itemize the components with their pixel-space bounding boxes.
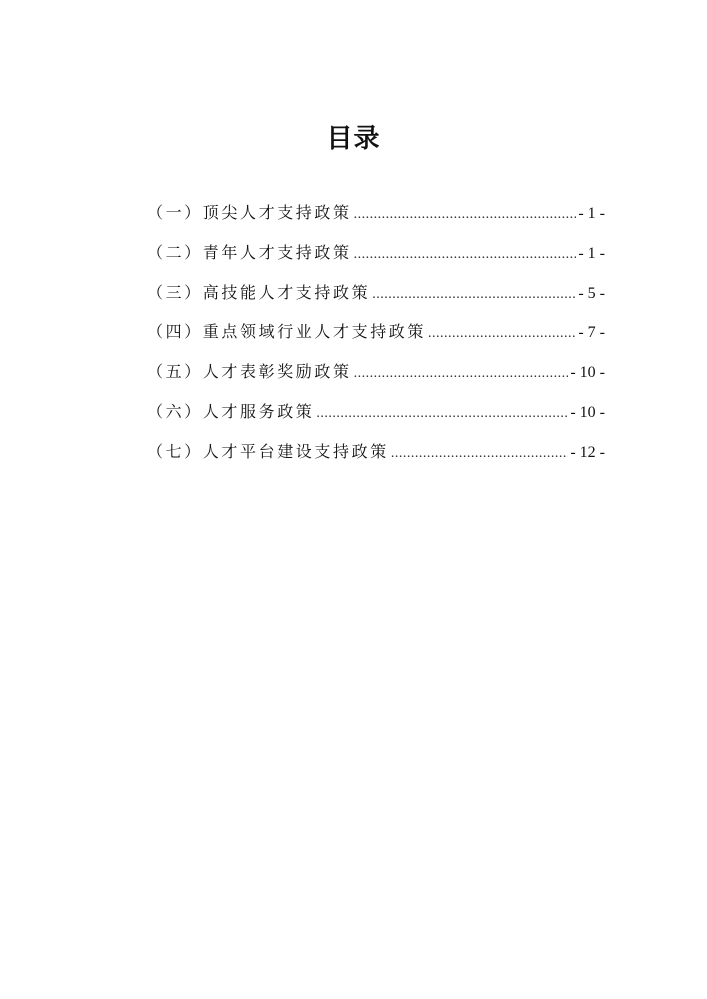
- toc-entry-label: （二）青年人才支持政策: [147, 242, 352, 262]
- toc-entry-label: （四）重点领域行业人才支持政策: [147, 322, 427, 342]
- toc-leader-dots: [428, 321, 576, 347]
- toc-entry[interactable]: [147, 439, 605, 479]
- toc-leader-dots: [354, 361, 569, 387]
- toc-leader-dots: [354, 202, 577, 228]
- toc-page-number: - 10 -: [570, 364, 605, 382]
- toc-entry-label: （三）高技能人才支持政策: [147, 282, 371, 302]
- toc-page-number: - 1 -: [578, 244, 605, 262]
- toc-entry-label: （七）人才平台建设支持政策: [147, 441, 389, 461]
- toc-title: 目录: [326, 124, 381, 154]
- toc-entry-label: （五）人才表彰奖励政策: [147, 362, 352, 382]
- toc-page-number: - 7 -: [578, 324, 605, 342]
- toc-leader-dots: [316, 401, 568, 427]
- toc-leader-dots: [372, 282, 576, 308]
- toc-page-number: - 12 -: [570, 443, 605, 461]
- toc-entry[interactable]: [147, 399, 605, 439]
- table-of-contents: [147, 200, 605, 479]
- toc-entry[interactable]: [147, 240, 605, 280]
- toc-entry[interactable]: [147, 359, 605, 399]
- toc-entry[interactable]: [147, 280, 605, 320]
- toc-page-number: - 5 -: [578, 284, 605, 302]
- toc-page-number: - 1 -: [578, 205, 605, 222]
- toc-entry[interactable]: [147, 200, 605, 240]
- toc-entry-label: （六）人才服务政策: [147, 401, 315, 421]
- toc-leader-dots: [354, 242, 577, 268]
- toc-entry-label: （一）顶尖人才支持政策: [147, 203, 352, 222]
- toc-entry[interactable]: [147, 319, 605, 359]
- toc-leader-dots: [391, 441, 569, 467]
- toc-page-number: - 10 -: [570, 403, 605, 421]
